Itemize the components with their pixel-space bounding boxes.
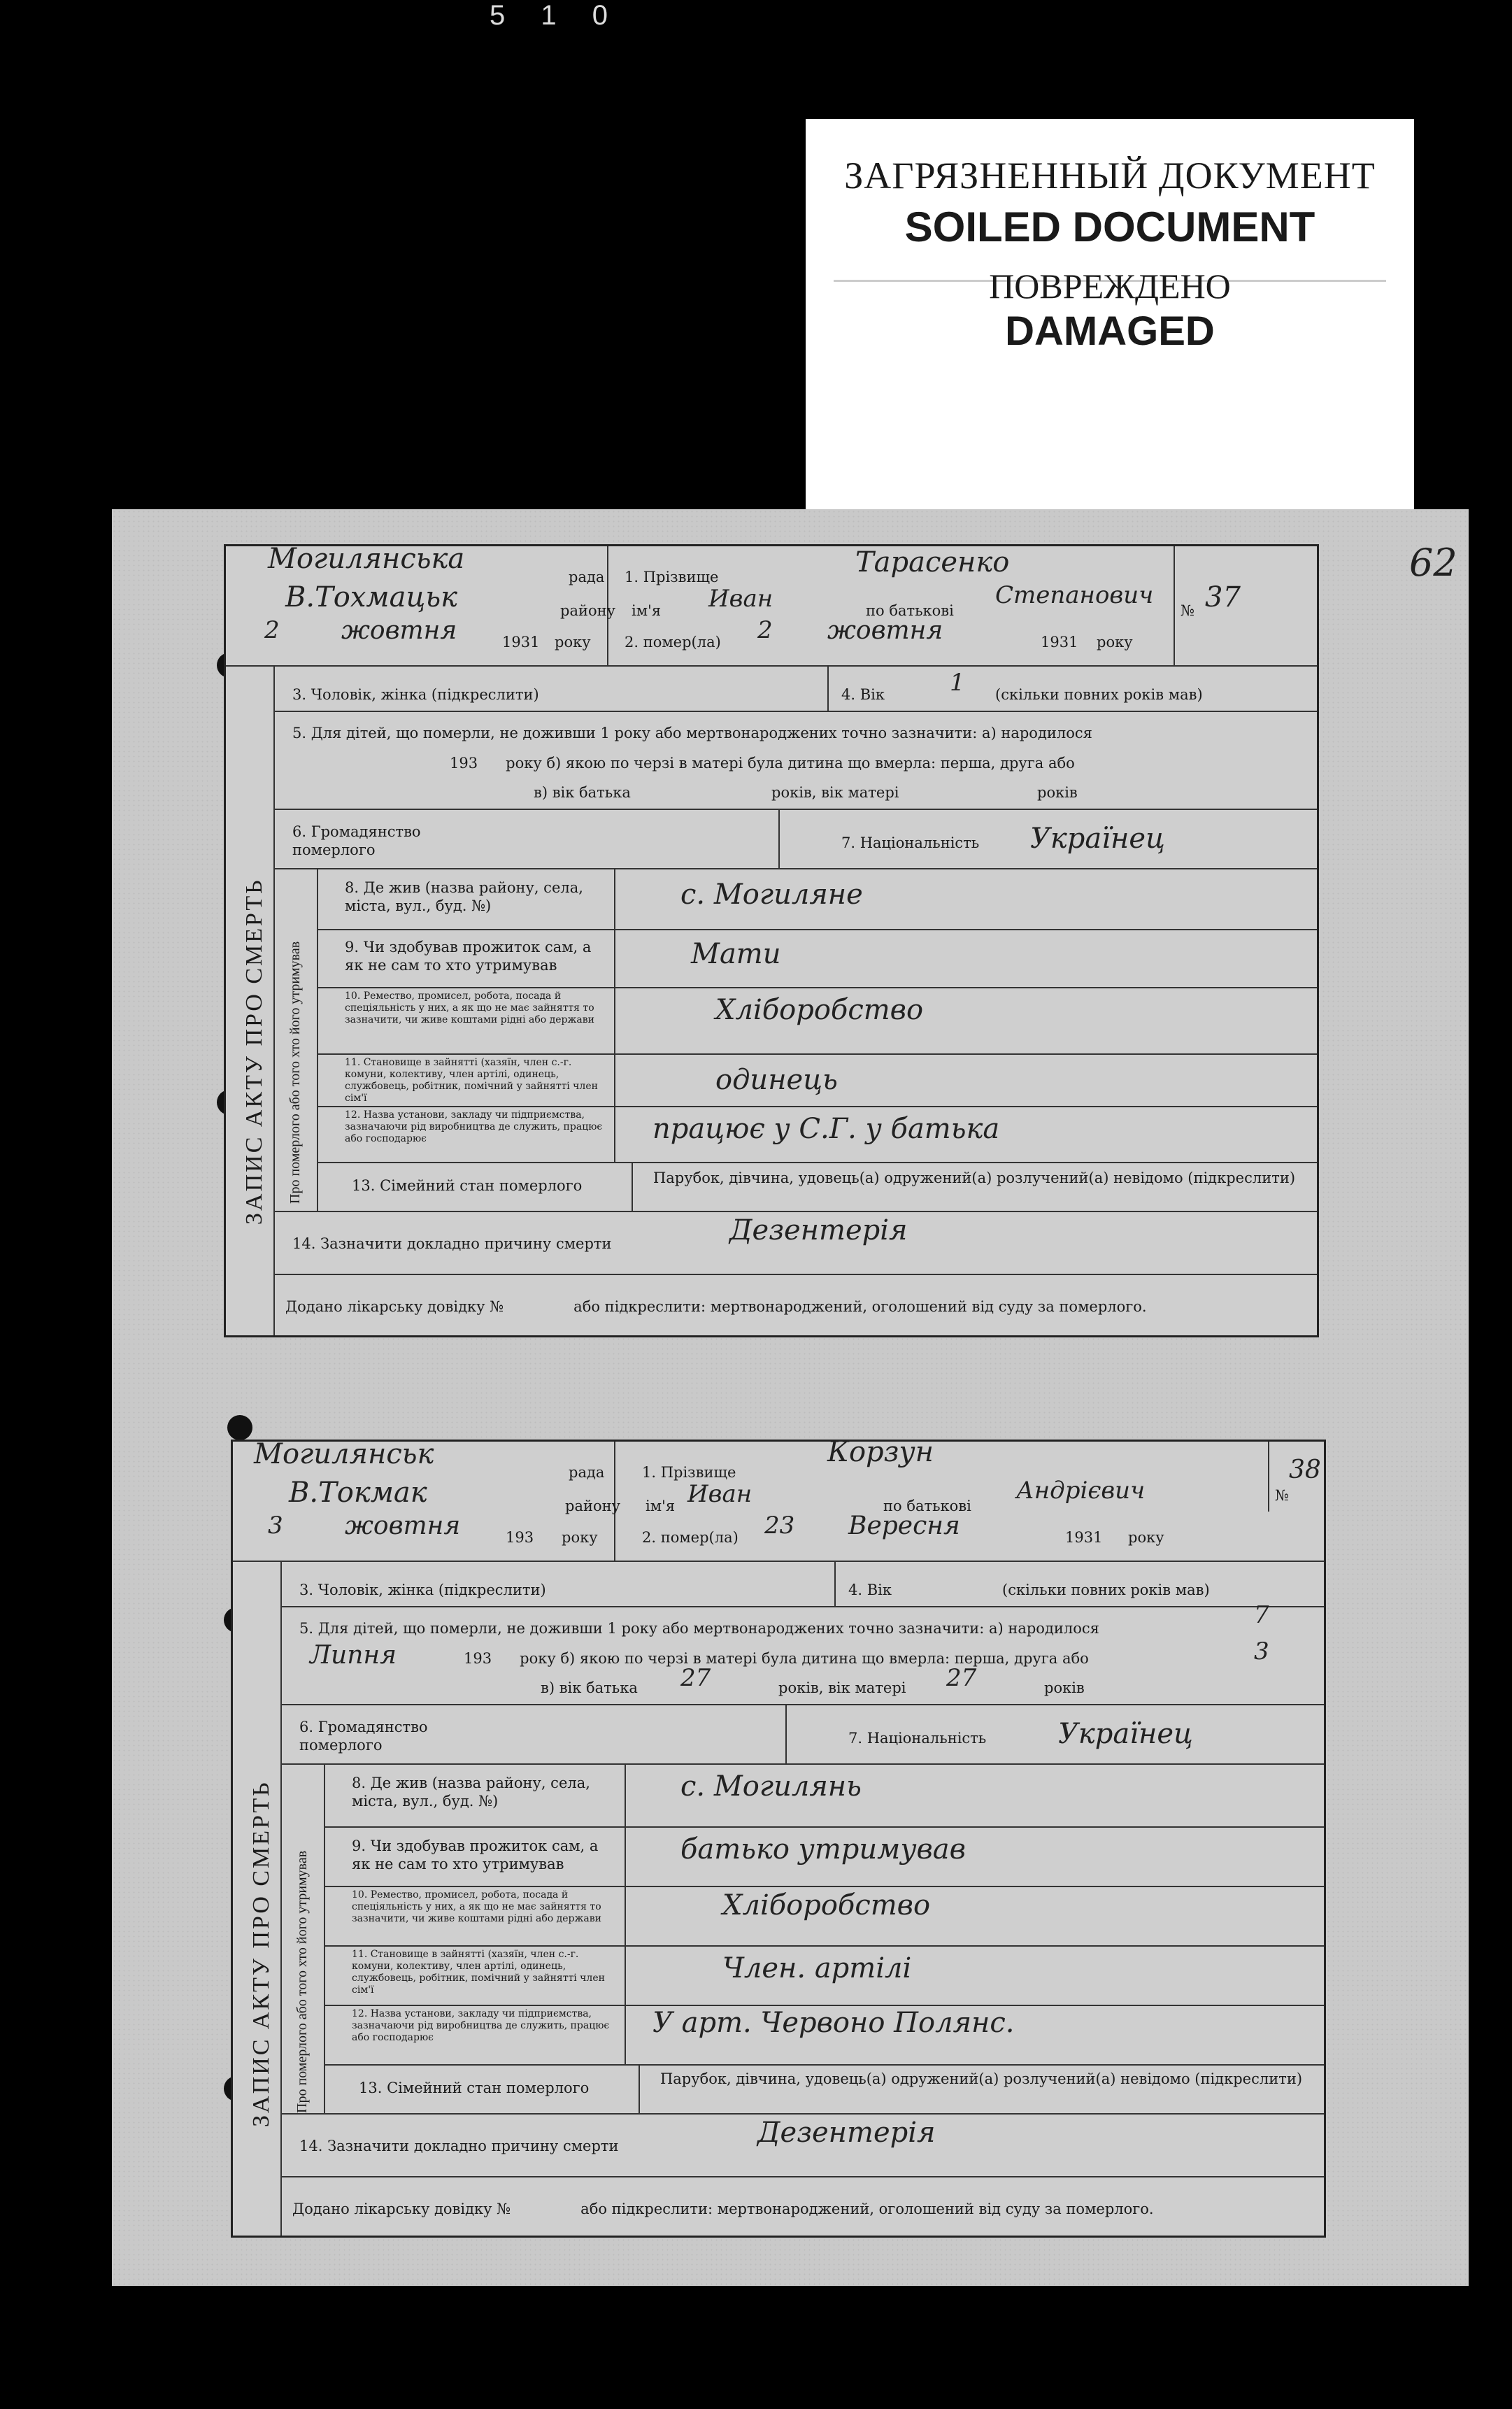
f9-label: 9. Чи здобував прожиток сам, а як не сам то хто утримував	[352, 1838, 599, 1873]
raion-label: району	[560, 602, 615, 619]
birth-day: 7	[1254, 1601, 1269, 1629]
death-record-form-2	[231, 1436, 1326, 2238]
f8-label: 8. Де жив (назва району, села, міста, вул., буд. №)	[352, 1775, 590, 1810]
f3-label: 3. Чоловік, жінка (підкреслити)	[299, 1582, 546, 1598]
f11-label: 11. Становище в зайнятті (хазяїн, член с.-г. комуни, колективу, член артілі, одинець, службовець, робітник, помічний у зайнятті член сім'ї	[352, 1949, 605, 1996]
raion-label: району	[565, 1498, 620, 1514]
top-number: 5 1 0	[490, 0, 622, 31]
cause-value: Дезентерія	[729, 1214, 908, 1246]
position-value: одинець	[715, 1064, 838, 1096]
residence-value: с. Могилянь	[680, 1770, 862, 1803]
f4-label: 4. Вік	[841, 686, 885, 703]
surname-value: Корзун	[827, 1436, 934, 1468]
f13-options: Парубок, дівчина, удовець(а) одружений(а) розлучений(а) невідомо (підкреслити)	[659, 2070, 1303, 2087]
surname-label: 1. Прізвище	[642, 1464, 736, 1481]
reg-month: жовтня	[341, 616, 457, 645]
f5-years: років	[1037, 784, 1078, 801]
record-number: 37	[1205, 581, 1241, 613]
f5-line3: в) вік батька	[541, 1679, 638, 1696]
support-value: батько утримував	[680, 1833, 966, 1866]
f4-label: 4. Вік	[848, 1582, 892, 1598]
form-side-label: Про померлого або того хто його утримував	[287, 941, 303, 1204]
reg-day: 2	[264, 616, 280, 644]
death-month: жовтня	[827, 616, 943, 645]
f7-label: 7. Національність	[841, 834, 980, 851]
nationality-value: Українец	[1058, 1718, 1193, 1750]
death-year: 1931	[1065, 1529, 1103, 1546]
raion-value: В.Токмак	[289, 1477, 427, 1509]
stamp-en-soiled: SOILED DOCUMENT	[904, 204, 1315, 250]
birth-month: Липня	[310, 1641, 397, 1670]
name-label: ім'я	[646, 1498, 676, 1514]
f5-line2: 193 року б) якою по черзі в матері була дитина що вмерла: перша, друга або	[464, 1650, 1089, 1667]
roku-label: року	[562, 1529, 598, 1546]
number-label: №	[1275, 1487, 1289, 1504]
raion-value: В.Тохмацьк	[285, 581, 458, 613]
f9-label: 9. Чи здобував прожиток сам, а як не сам то хто утримував	[345, 939, 592, 974]
f6-label: 6. Громадянство померлого	[292, 823, 421, 858]
reg-month: жовтня	[345, 1512, 461, 1540]
f5-years-mother: років, вік матері	[778, 1679, 906, 1696]
roku-label: року	[1128, 1529, 1164, 1546]
died-label: 2. помер(ла)	[642, 1529, 739, 1546]
patronymic-label: по батькові	[883, 1498, 971, 1514]
death-year: 1931	[1041, 634, 1078, 651]
f3-label: 3. Чоловік, жінка (підкреслити)	[292, 686, 539, 703]
died-label: 2. помер(ла)	[625, 634, 721, 651]
f4-suffix: (скільки повних років мав)	[1002, 1582, 1210, 1598]
stamp-ru-soiled: ЗАГРЯЗНЕННЫЙ ДОКУМЕНТ	[844, 155, 1376, 197]
death-month: Вересня	[848, 1512, 960, 1540]
f5-line1: 5. Для дітей, що померли, не доживши 1 року або мертвонароджених точно зазначити: а) народилося	[299, 1620, 1099, 1637]
occupation-value: Хліборобство	[715, 994, 924, 1026]
f5-line2: 193 року б) якою по черзі в матері була дитина що вмерла: перша, друга або	[450, 755, 1075, 772]
number-label: №	[1181, 602, 1194, 619]
death-day: 2	[757, 616, 773, 644]
child-order: 3	[1254, 1637, 1269, 1665]
roku-label: року	[1097, 634, 1133, 651]
mother-age: 27	[946, 1664, 977, 1692]
residence-value: с. Могиляне	[680, 879, 863, 911]
rada-label: рада	[569, 1464, 605, 1481]
position-value: Член. артілі	[722, 1952, 912, 1984]
death-day: 23	[764, 1512, 795, 1540]
rada-value: Могилянська	[268, 543, 465, 575]
record-number: 38	[1289, 1456, 1321, 1484]
employer-value: працює у С.Г. у батька	[652, 1113, 1000, 1145]
surname-value: Тарасенко	[855, 546, 1010, 578]
reg-day: 3	[268, 1512, 283, 1540]
f8-label: 8. Де жив (назва району, села, міста, вул., буд. №)	[345, 879, 583, 914]
f13-label: 13. Сімейний стан померлого	[359, 2080, 590, 2096]
form-footer: Додано лікарську довідку № або підкреслити: мертвонароджений, оголошений від суду за померлого.	[292, 2201, 1154, 2217]
name-value: Иван	[687, 1480, 753, 1508]
reg-year: 1931	[502, 634, 540, 651]
f4-suffix: (скільки повних років мав)	[995, 686, 1203, 703]
f5-years-mother: років, вік матері	[771, 784, 899, 801]
f10-label: 10. Ремество, промисел, робота, посада й спеціяльність у них, а як що не має зайняття то зазначити, чи живе коштами рідні або держави	[352, 1889, 601, 1924]
stamp-en-damaged: DAMAGED	[1005, 308, 1215, 354]
f14-label: 14. Зазначити докладно причину смерти	[292, 1235, 612, 1252]
father-age: 27	[680, 1664, 711, 1692]
stamp-ru-damaged: ПОВРЕЖДЕНО	[989, 267, 1231, 306]
name-label: ім'я	[632, 602, 662, 619]
form-side-label: Про померлого або того хто його утримував	[294, 1850, 310, 2113]
f5-line1: 5. Для дітей, що померли, не доживши 1 року або мертвонароджених точно зазначити: а) народилося	[292, 725, 1092, 741]
reg-year: 193	[506, 1529, 534, 1546]
punch-hole	[227, 1415, 252, 1440]
f12-label: 12. Назва установи, закладу чи підприємства, зазначаючи рід виробництва де служить, працює або господарює	[345, 1109, 603, 1144]
patronymic-label: по батькові	[866, 602, 954, 619]
rada-value: Могилянськ	[254, 1438, 434, 1470]
age-value: 1	[950, 669, 965, 697]
cause-value: Дезентерія	[757, 2117, 936, 2149]
f14-label: 14. Зазначити докладно причину смерти	[299, 2138, 619, 2154]
surname-label: 1. Прізвище	[625, 569, 719, 585]
death-record-form-1	[224, 544, 1319, 1337]
form-footer: Додано лікарську довідку № або підкреслити: мертвонароджений, оголошений від суду за померлого.	[285, 1298, 1147, 1315]
f7-label: 7. Національність	[848, 1730, 987, 1747]
occupation-value: Хліборобство	[722, 1889, 931, 1921]
form-vertical-title: ЗАПИС АКТУ ПРО СМЕРТЬ	[248, 1780, 274, 2127]
f5-line3: в) вік батька	[534, 784, 631, 801]
employer-value: У арт. Червоно Полянс.	[652, 2007, 1015, 2039]
patronymic-value: Степанович	[995, 581, 1154, 609]
f10-label: 10. Ремество, промисел, робота, посада й спеціяльність у них, а як що не має зайняття то зазначити, чи живе коштами рідні або держави	[345, 990, 594, 1025]
support-value: Мати	[691, 938, 781, 970]
f12-label: 12. Назва установи, закладу чи підприємства, зазначаючи рід виробництва де служить, працює або господарює	[352, 2008, 610, 2043]
name-value: Иван	[708, 585, 773, 613]
f13-options: Парубок, дівчина, удовець(а) одружений(а) розлучений(а) невідомо (підкреслити)	[652, 1170, 1296, 1186]
patronymic-value: Андрієвич	[1016, 1477, 1146, 1505]
f11-label: 11. Становище в зайнятті (хазяїн, член с.-г. комуни, колективу, член артілі, одинець, службовець, робітник, помічний у зайнятті член сім'ї	[345, 1057, 598, 1104]
f5-years: років	[1044, 1679, 1085, 1696]
f13-label: 13. Сімейний стан померлого	[352, 1177, 583, 1194]
roku-label: року	[555, 634, 591, 651]
f6-label: 6. Громадянство померлого	[299, 1719, 428, 1754]
nationality-value: Українец	[1030, 823, 1165, 855]
form-vertical-title: ЗАПИС АКТУ ПРО СМЕРТЬ	[241, 878, 267, 1225]
soiled-damaged-stamp	[806, 119, 1414, 518]
page-number: 62	[1409, 541, 1457, 585]
rada-label: рада	[569, 569, 605, 585]
